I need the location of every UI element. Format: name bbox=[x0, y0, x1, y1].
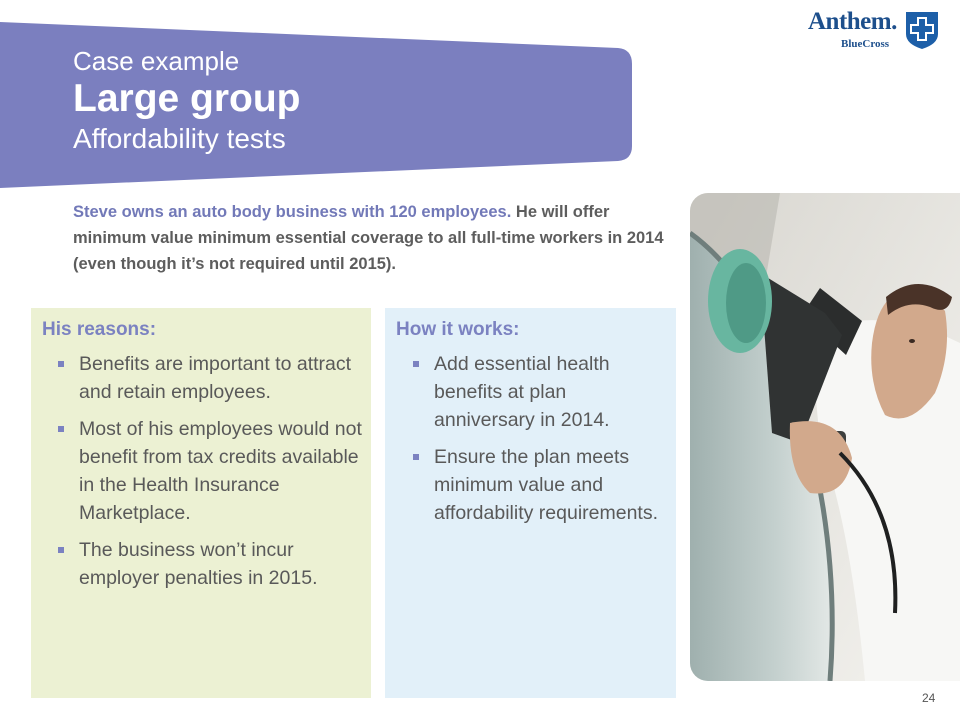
square-bullet-icon bbox=[413, 454, 419, 460]
anthem-logo bbox=[808, 6, 944, 56]
title-block bbox=[73, 46, 301, 156]
list-item: Benefits are important to attract and retain employees. bbox=[79, 350, 369, 406]
how-it-works-list bbox=[434, 350, 664, 536]
square-bullet-icon bbox=[58, 361, 64, 367]
intro-text bbox=[73, 199, 673, 277]
reasons-list bbox=[79, 350, 369, 601]
mechanic-polishing-car-photo bbox=[690, 193, 960, 681]
square-bullet-icon bbox=[58, 547, 64, 553]
how-it-works-heading: How it works: bbox=[396, 319, 520, 340]
list-item: Ensure the plan meets minimum value and affordability requirements. bbox=[434, 443, 664, 527]
page-number: 24 bbox=[922, 691, 936, 705]
logo-subtext: BlueCross bbox=[841, 38, 890, 50]
list-item: Add essential health benefits at plan anniversary in 2014. bbox=[434, 350, 664, 434]
page-title: Large group bbox=[73, 77, 301, 120]
square-bullet-icon bbox=[58, 426, 64, 432]
reasons-heading: His reasons: bbox=[42, 319, 157, 340]
page-subtitle: Affordability tests bbox=[73, 123, 286, 154]
intro-highlight: Steve owns an auto body business with 120 employees. bbox=[73, 203, 512, 221]
list-item: The business won’t incur employer penalties in 2015. bbox=[79, 536, 369, 592]
intro-rest: He will offer minimum value minimum essential coverage to all full-time workers in 2014 (even though it’s not required until 2015). bbox=[73, 203, 664, 273]
reasons-panel bbox=[31, 308, 371, 698]
title-kicker: Case example bbox=[73, 46, 240, 76]
list-item: Most of his employees would not benefit from tax credits available in the Health Insurance Marketplace. bbox=[79, 415, 369, 527]
logo-wordmark: Anthem. bbox=[808, 8, 897, 35]
square-bullet-icon bbox=[413, 361, 419, 367]
blue-cross-icon bbox=[904, 10, 940, 50]
how-it-works-panel bbox=[385, 308, 676, 698]
